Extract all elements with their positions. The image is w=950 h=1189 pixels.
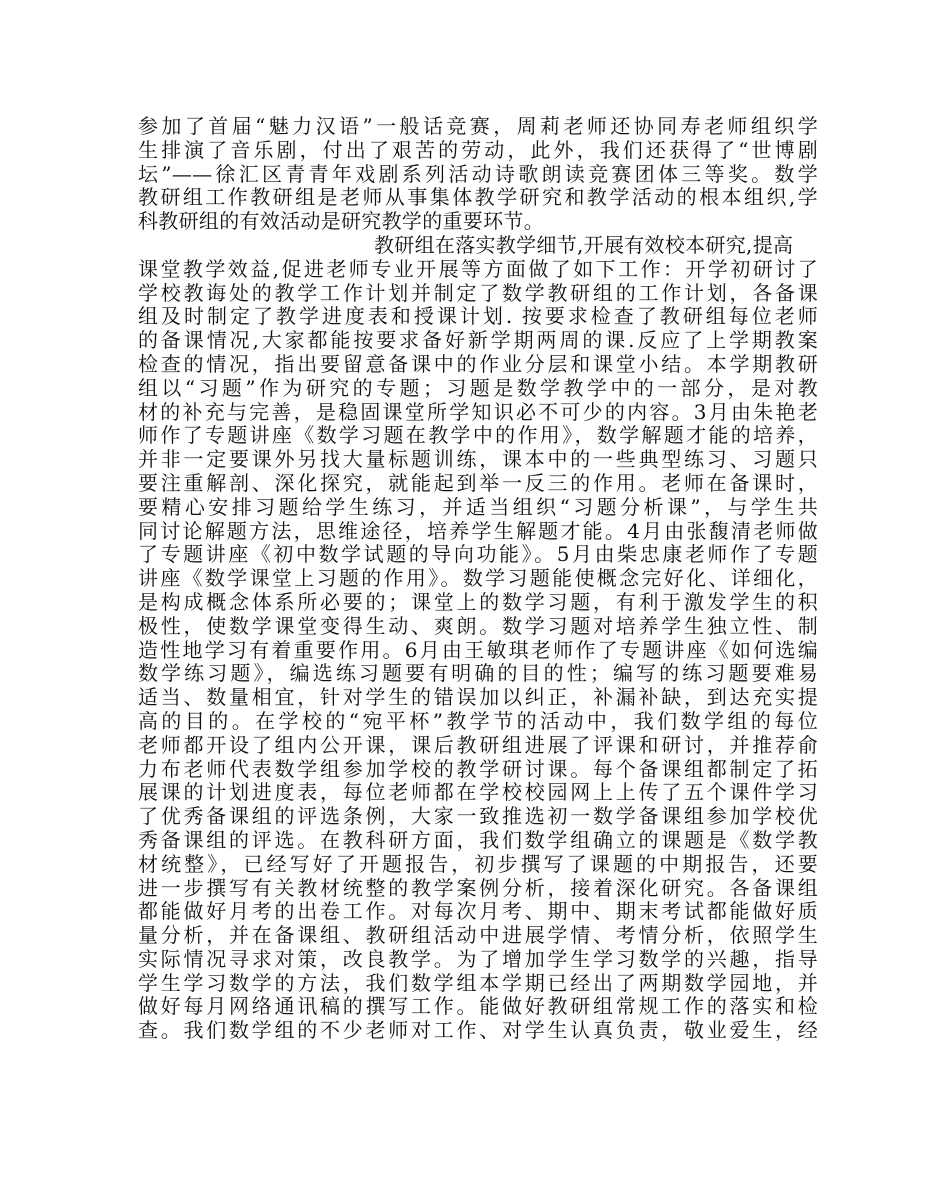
text-line: 要注重解剖、深化探究，就能起到举一反三的作用。老师在备课时， <box>138 470 818 495</box>
text-line: 实际情况寻求对策，改良教学。为了增加学生学习数学的兴趣，指导 <box>138 946 818 971</box>
text-line: 组及时制定了教学进度表和授课计划. 按要求检查了教研组每位老师 <box>138 304 818 329</box>
text-line: 教研组在落实教学细节,开展有效校本研究,提高 <box>374 232 794 257</box>
text-line: 是构成概念体系所必要的；课堂上的数学习题，有利于激发学生的积 <box>138 589 818 614</box>
text-line: 参加了首届“魅力汉语”一般话竞赛，周莉老师还协同寿老师组织学 <box>138 114 818 138</box>
text-line: 适当、数量相宜，针对学生的错误加以纠正，补漏补缺，到达充实提 <box>138 685 818 710</box>
text-line: 检查的情况，指出要留意备课中的作业分层和课堂小结。本学期教研 <box>138 351 818 376</box>
text-line: 高的目的。在学校的“宛平杯”教学节的活动中，我们数学组的每位 <box>138 708 818 733</box>
text-line: 展课的计划进度表，每位老师都在学校校园网上上传了五个课件学习 <box>138 780 818 805</box>
text-line: 材的补充与完善，是稳固课堂所学知识必不可少的内容。3月由朱艳老 <box>138 399 818 424</box>
text-line: 组以“习题”作为研究的专题；习题是数学教学中的一部分，是对教 <box>138 375 818 400</box>
text-line: 查。我们数学组的不少老师对工作、对学生认真负责，敬业爱生，经 <box>138 1018 818 1043</box>
text-line: 讲座《数学课堂上习题的作用》。数学习题能使概念完好化、详细化， <box>138 566 818 591</box>
text-line: 老师都开设了组内公开课，课后教研组进展了评课和研讨，并推荐俞 <box>138 732 818 757</box>
text-line: 力布老师代表数学组参加学校的教学研讨课。每个备课组都制定了拓 <box>138 756 818 781</box>
text-line: 科教研组的有效活动是研究教学的重要环节。 <box>138 209 544 234</box>
text-line: 材统整》，已经写好了开题报告，初步撰写了课题的中期报告，还要 <box>138 851 818 876</box>
text-line: 课堂教学效益,促进老师专业开展等方面做了如下工作：开学初研讨了 <box>138 256 818 281</box>
text-line: 极性，使数学课堂变得生动、爽朗。数学习题对培养学生独立性、制 <box>138 613 818 638</box>
text-line: 都能做好月考的出卷工作。对每次月考、期中、期末考试都能做好质 <box>138 899 818 924</box>
text-line: 的备课情况,大家都能按要求备好新学期两周的课.反应了上学期教案 <box>138 328 818 353</box>
text-line: 并非一定要课外另找大量标题训练，课本中的一些典型练习、习题只 <box>138 447 818 472</box>
text-line: 量分析，并在备课组、教研组活动中进展学情、考情分析，依照学生 <box>138 923 818 948</box>
text-line: 了专题讲座《初中数学试题的导向功能》。5月由柴忠康老师作了专题 <box>138 542 818 567</box>
text-line: 坛”——徐汇区青青年戏剧系列活动诗歌朗读竞赛团体三等奖。数学 <box>138 161 818 186</box>
text-line: 同讨论解题方法，思维途径，培养学生解题才能。4月由张馥清老师做 <box>138 518 818 543</box>
text-line: 要精心安排习题给学生练习，并适当组织“习题分析课”，与学生共 <box>138 494 818 519</box>
text-line: 教研组工作教研组是老师从事集体教学研究和教学活动的根本组织,学 <box>138 185 818 210</box>
text-line: 生排演了音乐剧，付出了艰苦的劳动，此外，我们还获得了“世博剧 <box>138 137 818 162</box>
text-line: 造性地学习有着重要作用。6月由王敏琪老师作了专题讲座《如何选编 <box>138 637 818 662</box>
text-line: 做好每月网络通讯稿的撰写工作。能做好教研组常规工作的落实和检 <box>138 994 818 1019</box>
body-text <box>138 115 818 1043</box>
text-line: 数学练习题》，编选练习题要有明确的目的性；编写的练习题要难易 <box>138 661 818 686</box>
text-line: 进一步撰写有关教材统整的教学案例分析，接着深化研究。各备课组 <box>138 875 818 900</box>
text-line: 学生学习数学的方法，我们数学组本学期已经出了两期数学园地，并 <box>138 970 818 995</box>
text-line: 了优秀备课组的评选条例，大家一致推选初一数学备课组参加学校优 <box>138 804 818 829</box>
text-line: 秀备课组的评选。在教科研方面，我们数学组确立的课题是《数学教 <box>138 827 818 852</box>
text-line: 学校教诲处的教学工作计划并制定了数学教研组的工作计划，各备课 <box>138 280 818 305</box>
text-line: 师作了专题讲座《数学习题在教学中的作用》，数学解题才能的培养， <box>138 423 818 448</box>
